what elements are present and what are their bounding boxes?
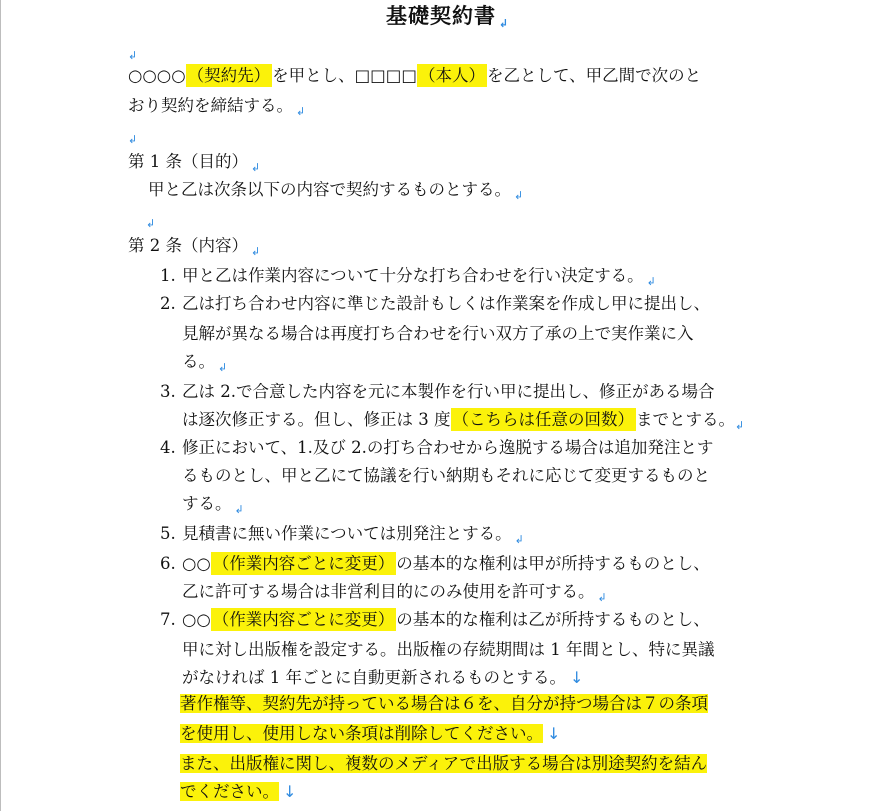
highlight-note-1: 著作権等、契約先が持っている場合は６を、自分が持つ場合は７の条項 <box>180 694 708 713</box>
highlight-note-2: でください。 <box>180 782 279 801</box>
highlight-work-content: （作業内容ごとに変更） <box>212 610 395 629</box>
preamble-line-2: おり契約を締結する。 $_↲$ <box>128 96 306 118</box>
list-item-continuation: する。 $_↲$ <box>182 494 244 516</box>
paragraph-mark-icon: ↲ <box>499 17 510 30</box>
highlight-note-1: を使用し、使用しない条項は削除してください。 <box>180 724 543 743</box>
paragraph-mark-icon: ↲ <box>646 275 656 288</box>
paragraph-mark-icon: ↲ <box>218 361 228 374</box>
empty-paragraph <box>146 206 155 236</box>
list-number: 1. <box>160 266 176 285</box>
paragraph-mark-icon: ↲ <box>128 133 138 146</box>
list-item-continuation: 甲に対し出版権を設定する。出版権の存続期間は 1 年間とし、特に異議 <box>182 640 715 659</box>
paragraph-mark-icon: ↲ <box>234 503 244 516</box>
highlight-revision-count: （こちらは任意の回数） <box>452 410 634 429</box>
note-line <box>180 752 707 776</box>
paragraph-mark-icon: ↲ <box>128 49 138 62</box>
list-item: 2. 乙は打ち合わせ内容に準じた設計もしくは作業案を作成し甲に提出し、 <box>160 292 710 316</box>
list-item: 7. ○○ （作業内容ごとに変更） の基本的な権利は乙が所持するものとし、 <box>160 608 710 632</box>
list-number: 6. <box>160 554 176 573</box>
paragraph-mark-icon: ↲ <box>514 533 524 546</box>
list-item-continuation: る。 $_↲$ <box>182 352 228 374</box>
preamble-line-1: ○○○○ （契約先） を甲とし、□□□□ （本人） を乙として、甲乙間で次のと <box>128 66 702 85</box>
document-title <box>386 4 509 36</box>
paragraph-mark-icon: ↲ <box>514 189 524 202</box>
list-item-continuation: は逐次修正する。但し、修正は 3 度 （こちらは任意の回数） までとする。$_↲$ <box>182 410 745 432</box>
article-1-body: 甲と乙は次条以下の内容で契約するものとする。 $_↲$ <box>148 180 524 202</box>
list-number: 3. <box>160 382 176 401</box>
article-1-heading: 第 1 条（目的） $_↲$ <box>128 152 261 174</box>
list-item-continuation: がなければ 1 年ごとに自動更新されるものとする。 ↓ <box>182 668 584 687</box>
paragraph-mark-icon: ↲ <box>735 419 745 432</box>
empty-paragraph <box>128 122 137 152</box>
highlight-note-2: また、出版権に関し、複数のメディアで出版する場合は別途契約を結ん <box>180 754 708 773</box>
list-number: 5. <box>160 524 176 543</box>
paragraph-mark-icon: ↲ <box>597 591 607 604</box>
highlight-contractor: （契約先） <box>187 66 271 85</box>
paragraph-mark-icon: ↲ <box>251 161 261 174</box>
list-number: 4. <box>160 438 176 457</box>
document-title-text: 基礎契約書 <box>386 3 496 28</box>
paragraph-mark-icon: ↲ <box>146 217 156 230</box>
list-item-continuation: るものとし、甲と乙にて協議を行い納期もそれに応じて変更するものと <box>182 466 710 485</box>
note-line <box>180 722 560 746</box>
list-number: 7. <box>160 610 176 629</box>
list-number: 2. <box>160 294 176 313</box>
list-item: 3. 乙は 2.で合意した内容を元に本製作を行い甲に提出し、修正がある場合 <box>160 380 715 404</box>
note-line <box>180 780 296 804</box>
highlight-self: （本人） <box>418 66 485 85</box>
list-item: 6. ○○ （作業内容ごとに変更） の基本的な権利は甲が所持するものとし、 <box>160 552 710 576</box>
paragraph-mark-icon: ↲ <box>251 245 261 258</box>
list-item: 5. 見積書に無い作業については別発注とする。 $_↲$ <box>160 524 524 546</box>
paragraph-mark-icon: ↲ <box>296 105 306 118</box>
list-item-continuation: 見解が異なる場合は再度打ち合わせを行い双方了承の上で実作業に入 <box>182 324 694 343</box>
line-break-arrow-icon: ↓ <box>570 668 584 687</box>
note-line <box>180 692 708 716</box>
highlight-work-content: （作業内容ごとに変更） <box>212 554 395 573</box>
line-break-arrow-icon: ↓ <box>547 724 561 743</box>
list-item: 4. 修正において、1.及び 2.の打ち合わせから逸脱する場合は追加発注とす <box>160 436 713 460</box>
list-item-continuation: 乙に許可する場合は非営利目的にのみ使用を許可する。 $_↲$ <box>182 582 607 604</box>
article-2-heading: 第 2 条（内容） $_↲$ <box>128 236 261 258</box>
line-break-arrow-icon: ↓ <box>283 782 297 801</box>
list-item: 1. 甲と乙は作業内容について十分な打ち合わせを行い決定する。 $_↲$ <box>160 266 656 288</box>
